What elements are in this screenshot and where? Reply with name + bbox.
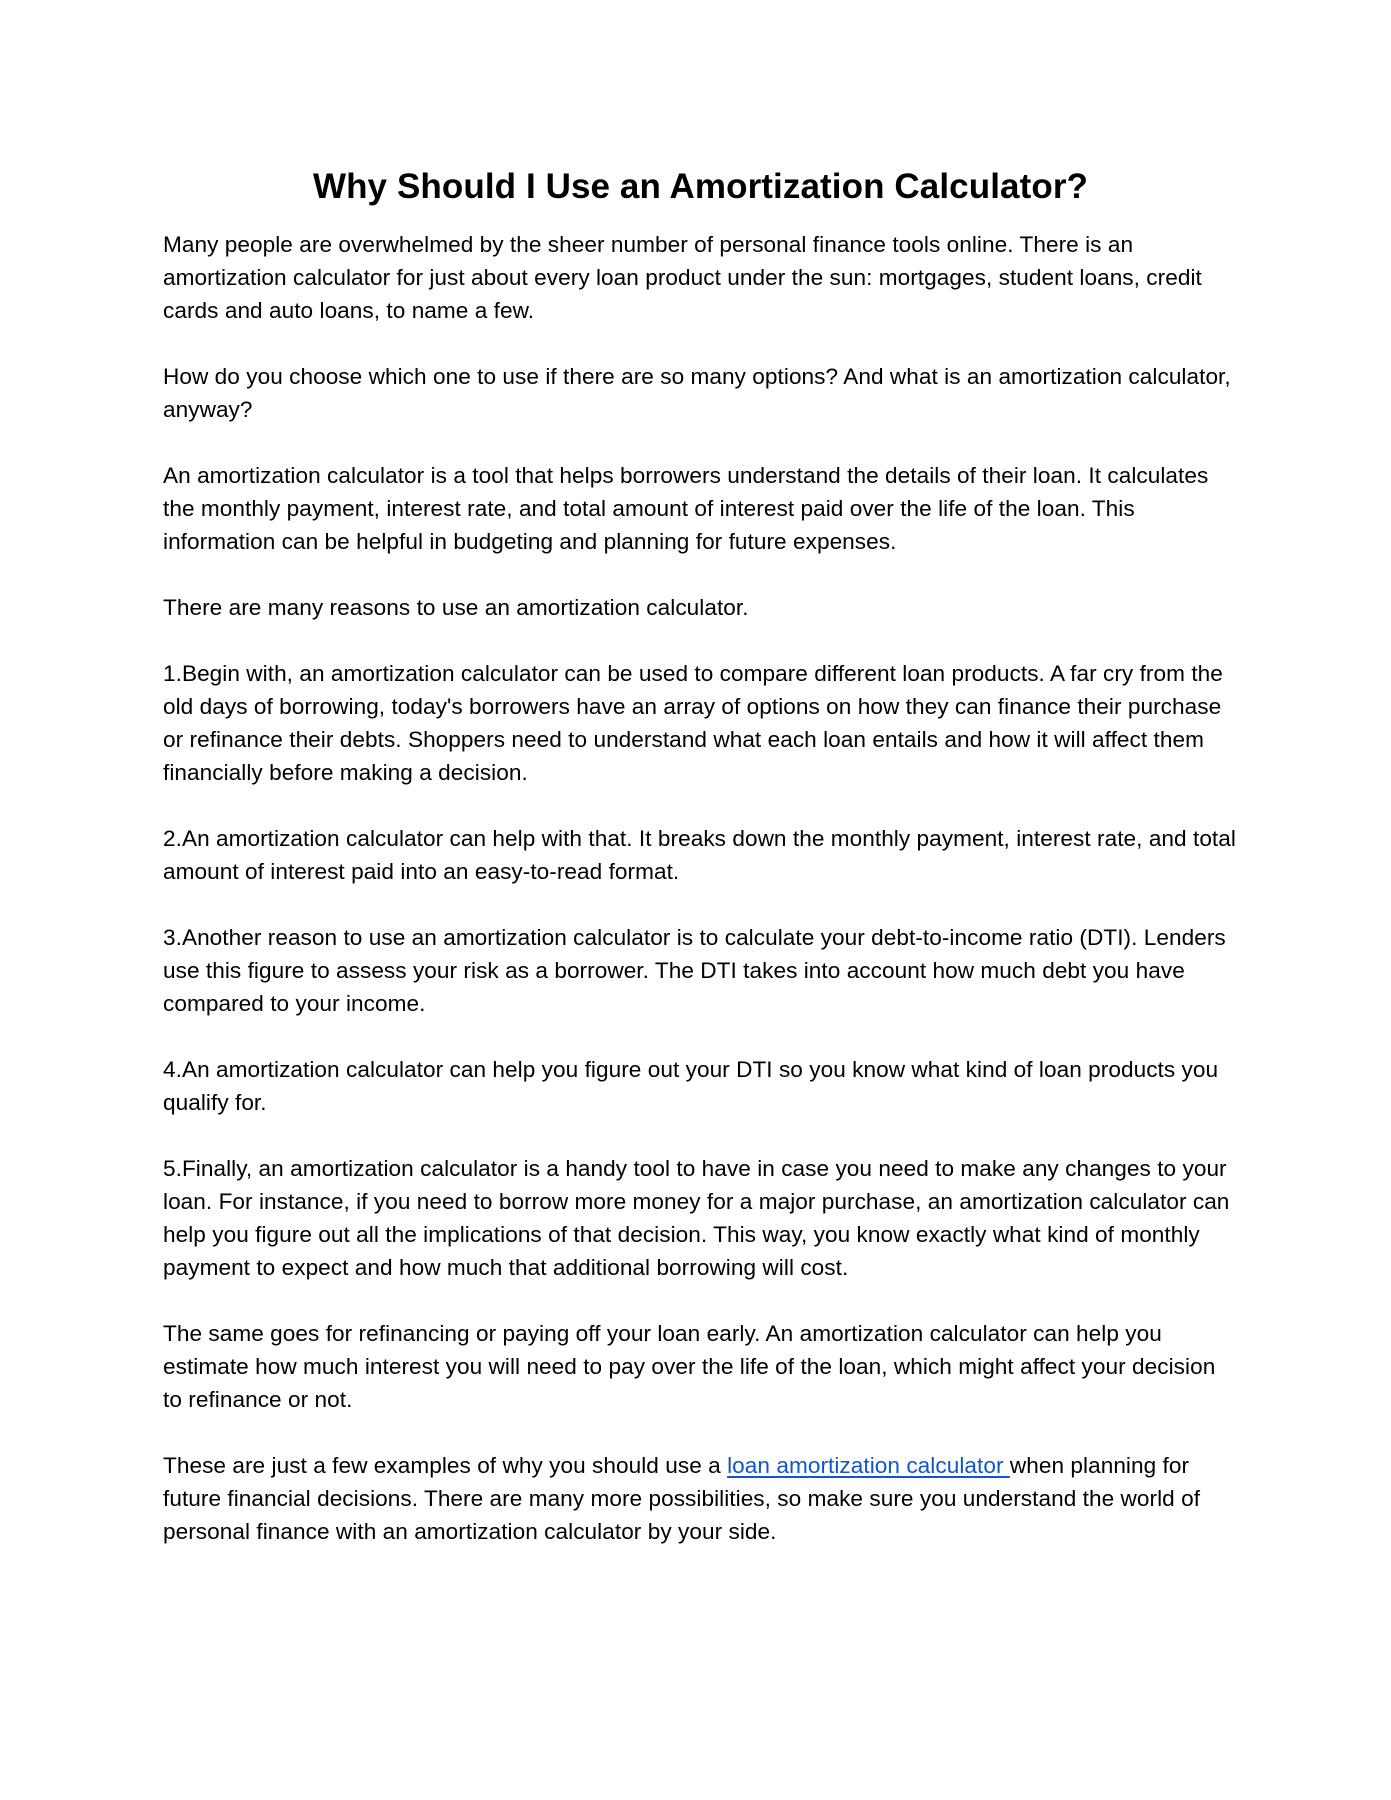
paragraph-reasons-intro: There are many reasons to use an amortization calculator. xyxy=(163,595,749,620)
document-title: Why Should I Use an Amortization Calculator? xyxy=(312,167,1089,206)
loan-amortization-calculator-link[interactable]: loan amortization calculator xyxy=(727,1453,1010,1478)
closing-text-before-link: These are just a few examples of why you should use a xyxy=(163,1453,728,1478)
paragraph-refinancing: The same goes for refinancing or paying off your loan early. An amortization calculator can help you estimate how much interest you will need to pay over the life of the loan, which might affect your decision to refinance or not. xyxy=(163,1321,1216,1412)
document-page xyxy=(163,160,1238,1581)
paragraph-reason-1: 1.Begin with, an amortization calculator can be used to compare different loan products. A far cry from the old days of borrowing, today's borrowers have an array of options on how they can finance their purchase or refinance their debts. Shoppers need to understand what each loan entails and how it will affect them financially before making a decision. xyxy=(163,661,1223,785)
paragraph-reason-3: 3.Another reason to use an amortization calculator is to calculate your debt-to-income ratio (DTI). Lenders use this figure to assess your risk as a borrower. The DTI takes into account how much debt you have compared to your income. xyxy=(163,925,1226,1016)
closing-text-after-link: when planning for future financial decisions. There are many more possibilities, so make sure you understand the world of personal finance with an amortization calculator by your side. xyxy=(163,1453,1201,1544)
paragraph-intro: Many people are overwhelmed by the sheer number of personal finance tools online. There is an amortization calculator for just about every loan product under the sun: mortgages, student loans, credit cards and auto loans, to name a few. xyxy=(163,232,1202,323)
paragraph-reason-5: 5.Finally, an amortization calculator is a handy tool to have in case you need to make any changes to your loan. For instance, if you need to borrow more money for a major purchase, an amortization calculator can help you figure out all the implications of that decision. This way, you know exactly what kind of monthly payment to expect and how much that additional borrowing will cost. xyxy=(163,1156,1230,1280)
paragraph-closing xyxy=(163,1449,1238,1548)
paragraph-reason-4: 4.An amortization calculator can help you figure out your DTI so you know what kind of loan products you qualify for. xyxy=(163,1057,1219,1115)
paragraph-definition: An amortization calculator is a tool that helps borrowers understand the details of their loan. It calculates the monthly payment, interest rate, and total amount of interest paid over the life of the loan. This information can be helpful in budgeting and planning for future expenses. xyxy=(163,463,1209,554)
paragraph-question: How do you choose which one to use if there are so many options? And what is an amortization calculator, anyway? xyxy=(163,364,1231,422)
paragraph-reason-2: 2.An amortization calculator can help with that. It breaks down the monthly payment, interest rate, and total amount of interest paid into an easy-to-read format. xyxy=(163,826,1236,884)
